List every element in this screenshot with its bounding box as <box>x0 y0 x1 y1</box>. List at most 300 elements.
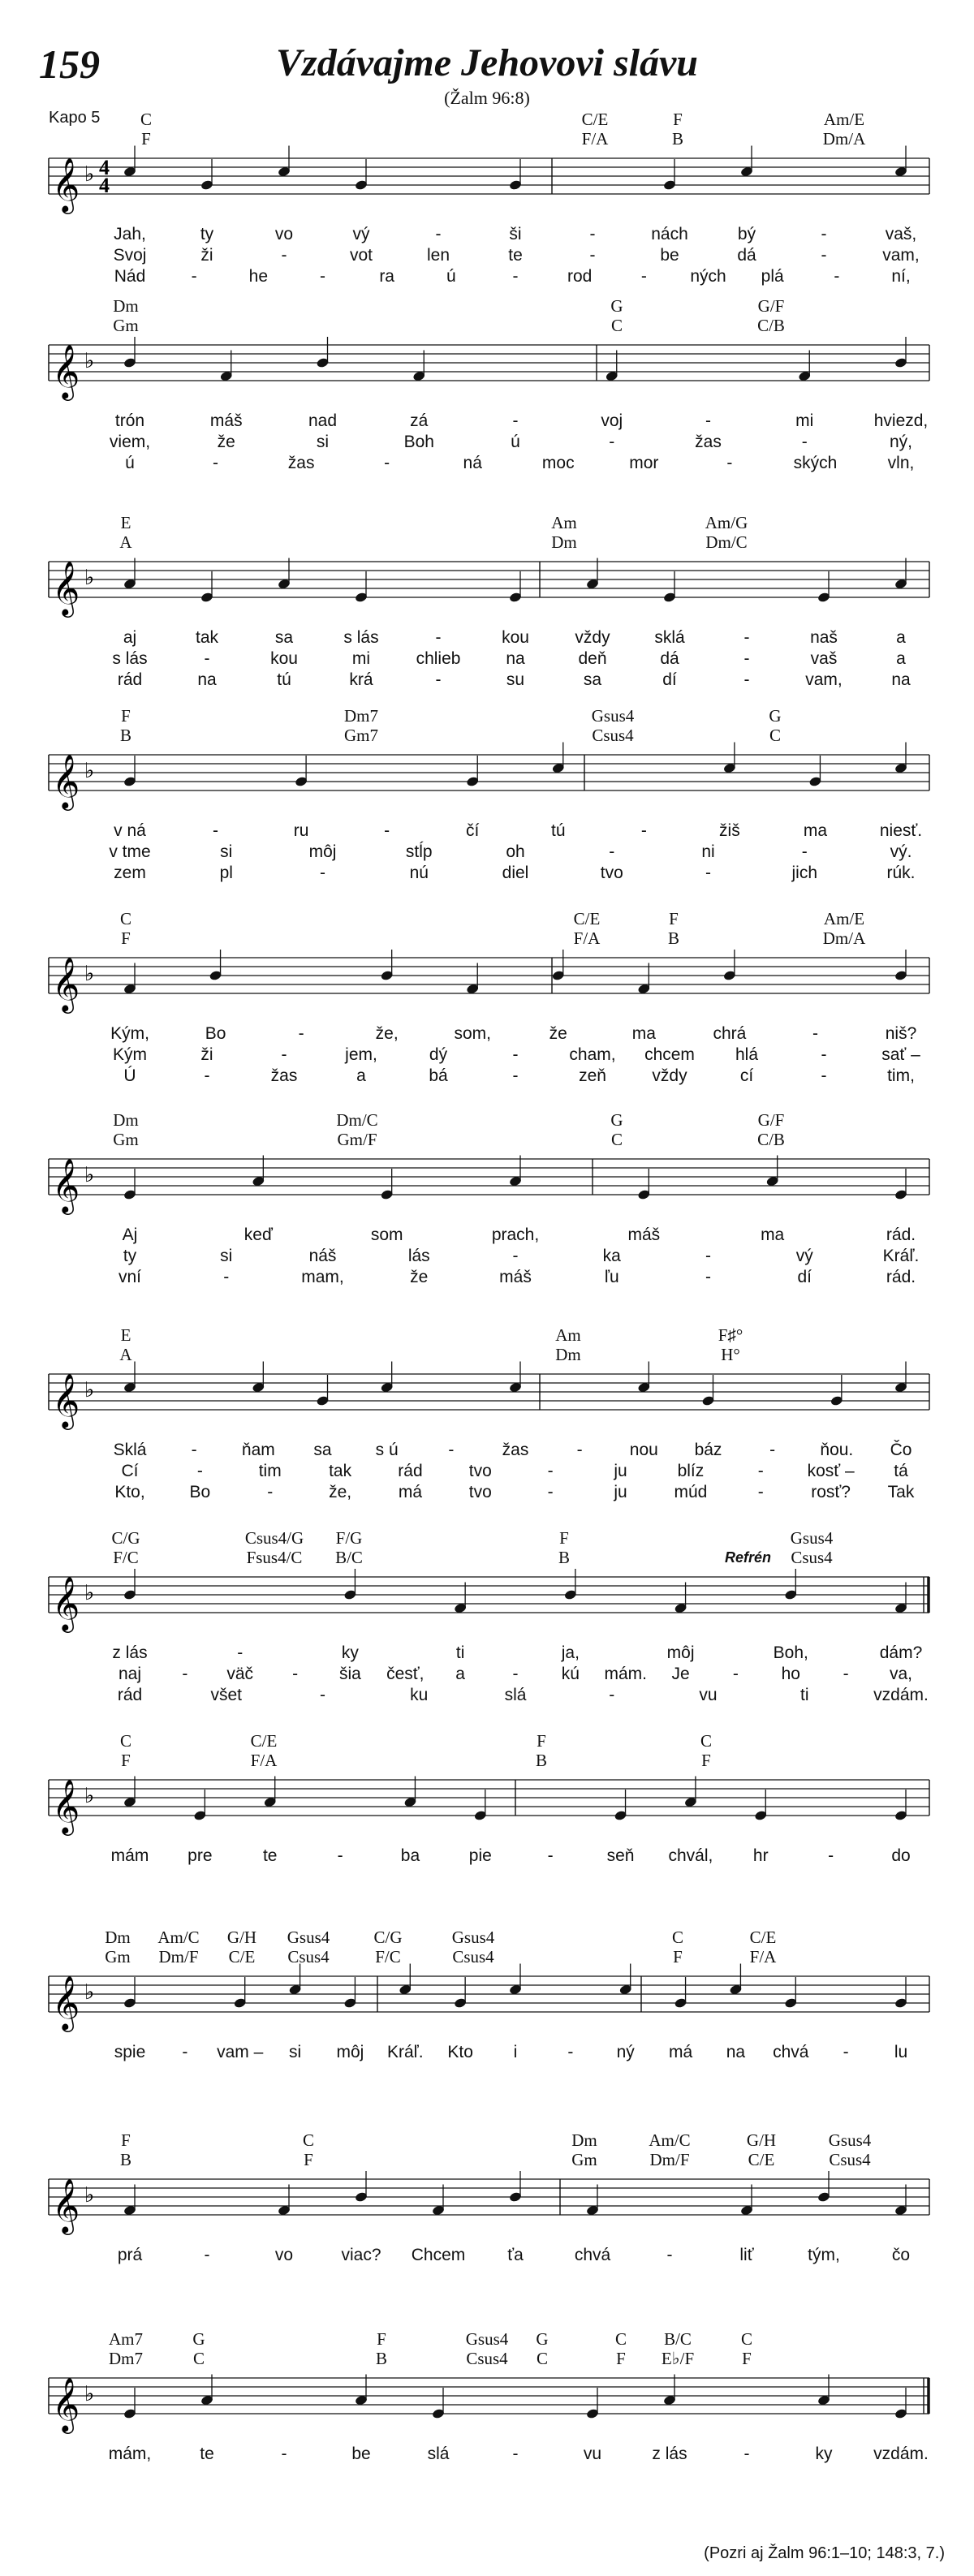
treble-clef: 𝄞 <box>52 956 80 1011</box>
chord-symbol-alt: Csus4 <box>791 1548 833 1567</box>
lyric-syllable: viac? <box>341 2246 381 2264</box>
lyric-syllable: chlieb <box>416 649 461 668</box>
time-signature-bottom: 4 <box>99 174 110 197</box>
lyric-syllable: má <box>398 1483 423 1501</box>
lyric-syllable: Kým <box>113 1045 147 1064</box>
lyric-syllable: liť <box>739 2246 754 2264</box>
lyric-syllable: ži <box>200 1045 213 1064</box>
lyric-syllable: že, <box>329 1483 352 1501</box>
lyric-hyphen: - <box>182 1665 188 1683</box>
chord-symbol: E <box>120 513 131 532</box>
key-signature-flat: ♭ <box>84 759 95 783</box>
lyric-syllable: rád <box>117 1686 143 1704</box>
lyric-syllable: pre <box>187 1846 213 1865</box>
lyric-syllable: te <box>262 1846 278 1865</box>
lyric-hyphen: - <box>812 1024 818 1043</box>
lyric-syllable: rúk. <box>886 864 916 882</box>
lyric-syllable: Ú <box>123 1066 136 1085</box>
chord-symbol-alt: C <box>192 2349 205 2368</box>
lyric-syllable: aj <box>123 628 137 647</box>
lyric-syllable: vu <box>699 1686 718 1704</box>
lyric-syllable: vý <box>352 225 370 243</box>
chord-symbol: F <box>559 1528 569 1548</box>
lyric-syllable: Jah, <box>114 225 146 243</box>
treble-clef: 𝄞 <box>52 1157 80 1213</box>
lyric-syllable: ma <box>803 821 828 840</box>
lyric-syllable: chrá <box>713 1024 747 1043</box>
lyric-syllable: niesť. <box>879 821 923 840</box>
lyric-syllable: deň <box>578 649 607 668</box>
chord-symbol-alt: Csus4 <box>466 2349 508 2368</box>
chord-symbol: Dm7 <box>344 706 378 726</box>
lyric-syllable: Kým, <box>110 1024 149 1043</box>
lyric-syllable: chvá <box>574 2246 611 2264</box>
lyric-syllable: s ú <box>375 1441 399 1459</box>
lyric-syllable: nou <box>629 1441 658 1459</box>
lyric-hyphen: - <box>435 225 442 243</box>
lyric-hyphen: - <box>182 2043 188 2061</box>
lyric-syllable: ňam <box>241 1441 275 1459</box>
chord-symbol-alt: C <box>536 2349 549 2368</box>
lyric-hyphen: - <box>320 267 325 286</box>
chord-symbol-alt: Dm/F <box>158 1947 199 1966</box>
lyric-syllable: ba <box>400 1846 420 1865</box>
chord-symbol-alt: F/A <box>749 1947 777 1966</box>
key-signature-flat: ♭ <box>84 162 95 187</box>
lyric-hyphen: - <box>223 1268 230 1286</box>
lyric-syllable: ských <box>793 454 838 472</box>
lyric-syllable: vu <box>583 2445 602 2463</box>
lyric-syllable: dám? <box>879 1643 923 1662</box>
lyric-hyphen: - <box>435 670 442 689</box>
lyric-syllable: jich <box>791 864 818 882</box>
chord-symbol-alt: B/C <box>335 1548 363 1567</box>
lyric-syllable: ný <box>616 2043 635 2061</box>
chord-symbol: Gsus4 <box>591 706 635 726</box>
lyric-syllable: Je <box>671 1665 690 1683</box>
lyric-syllable: múd <box>674 1483 708 1501</box>
lyric-hyphen: - <box>512 267 519 286</box>
lyric-syllable: va, <box>889 1665 913 1683</box>
lyric-syllable: Kto, <box>114 1483 145 1501</box>
lyric-hyphen: - <box>576 1441 583 1459</box>
lyric-syllable: chvál, <box>668 1846 713 1865</box>
lyric-hyphen: - <box>512 1665 519 1683</box>
lyric-syllable: si <box>288 2043 302 2061</box>
chord-symbol-alt: C <box>769 726 782 745</box>
treble-clef: 𝄞 <box>52 560 80 615</box>
lyric-hyphen: - <box>801 842 808 861</box>
chord-symbol-alt: Gm/F <box>337 1130 377 1149</box>
chord-symbol-alt: B <box>558 1548 571 1567</box>
lyric-syllable: som, <box>454 1024 491 1043</box>
chord-symbol: Am/E <box>823 110 865 129</box>
chord-symbol-alt: B <box>119 2150 132 2169</box>
chord-symbol: G/F <box>757 1110 785 1130</box>
chord-symbol-alt: Gm7 <box>344 726 378 745</box>
song-number: 159 <box>39 41 100 87</box>
lyric-syllable: ťa <box>507 2246 524 2264</box>
lyric-hyphen: - <box>828 1846 834 1865</box>
chord-symbol: Am/C <box>649 2130 691 2150</box>
lyric-syllable: šia <box>338 1665 361 1683</box>
lyric-syllable: vo <box>274 225 294 243</box>
lyric-syllable: tim <box>258 1462 282 1480</box>
lyric-syllable: tvo <box>600 864 623 882</box>
lyric-syllable: Boh <box>403 433 434 451</box>
chord-symbol: Am <box>551 513 577 532</box>
lyric-hyphen: - <box>337 1846 343 1865</box>
lyric-syllable: voj <box>601 411 623 430</box>
lyric-syllable: dí <box>797 1268 812 1286</box>
chord-symbol: Dm <box>571 2130 597 2150</box>
key-signature-flat: ♭ <box>84 1784 95 1808</box>
lyric-syllable: vní <box>118 1268 142 1286</box>
lyric-syllable: a <box>896 628 906 647</box>
chord-symbol: G <box>769 706 782 726</box>
chord-symbol: Gsus4 <box>828 2130 872 2150</box>
lyric-hyphen: - <box>757 1462 764 1480</box>
chord-symbol: Dm <box>105 1928 131 1947</box>
chord-symbol-alt: Dm <box>551 532 577 552</box>
lyric-syllable: nách <box>651 225 688 243</box>
lyric-syllable: ú <box>446 267 456 286</box>
lyric-syllable: zá <box>410 411 429 430</box>
lyric-syllable: blíz <box>677 1462 705 1480</box>
chord-symbol: C/E <box>749 1928 777 1947</box>
lyric-syllable: ho <box>781 1665 800 1683</box>
lyric-syllable: Boh, <box>773 1643 808 1662</box>
chord-symbol-alt: Csus4 <box>452 1947 494 1966</box>
lyric-syllable: môj <box>666 1643 695 1662</box>
lyric-syllable: vý <box>795 1247 813 1265</box>
chord-symbol-alt: B <box>671 129 684 149</box>
chord-symbol: C/G <box>373 1928 403 1947</box>
chord-symbol-alt: B <box>375 2349 388 2368</box>
lyric-syllable: tá <box>894 1462 908 1480</box>
lyric-syllable: bý <box>737 225 756 243</box>
lyric-syllable: Aj <box>122 1226 138 1244</box>
lyric-syllable: ži <box>200 246 213 265</box>
lyric-syllable: su <box>506 670 525 689</box>
chord-symbol-alt: Gm <box>113 316 139 335</box>
lyric-syllable: Sklá <box>113 1441 147 1459</box>
lyric-syllable: čo <box>891 2246 911 2264</box>
lyric-syllable: z lás <box>112 1643 148 1662</box>
lyric-hyphen: - <box>801 433 808 451</box>
lyric-syllable: plá <box>761 267 784 286</box>
lyric-syllable: žiš <box>719 821 740 840</box>
lyric-syllable: dý <box>429 1045 448 1064</box>
chord-symbol-alt: F <box>141 129 151 149</box>
lyric-hyphen: - <box>567 2043 574 2061</box>
chord-symbol: Gsus4 <box>451 1928 495 1947</box>
lyric-hyphen: - <box>732 1665 739 1683</box>
chord-symbol: F/G <box>335 1528 363 1548</box>
chord-symbol-alt: F <box>742 2349 752 2368</box>
lyric-syllable: rád. <box>886 1268 916 1286</box>
lyric-syllable: ty <box>123 1247 137 1265</box>
lyric-syllable: seň <box>606 1846 635 1865</box>
chord-symbol: F <box>377 2329 386 2349</box>
lyric-syllable: tú <box>277 670 291 689</box>
lyric-hyphen: - <box>204 649 210 668</box>
lyric-syllable: na <box>891 670 911 689</box>
lyric-syllable: že <box>549 1024 567 1043</box>
treble-clef: 𝄞 <box>52 1372 80 1428</box>
chord-symbol-alt: Dm/A <box>822 129 866 149</box>
chord-symbol: F <box>121 706 131 726</box>
lyric-hyphen: - <box>448 1441 455 1459</box>
lyric-hyphen: - <box>196 1462 203 1480</box>
treble-clef: 𝄞 <box>52 1975 80 2030</box>
lyric-syllable: žas <box>502 1441 529 1459</box>
lyric-syllable: žas <box>270 1066 298 1085</box>
song-title: Vzdávajme Jehovovi slávu <box>276 41 698 84</box>
lyric-syllable: mi <box>351 649 371 668</box>
chord-symbol: F <box>669 909 679 928</box>
chord-symbol: Am/E <box>823 909 865 928</box>
lyric-hyphen: - <box>821 246 827 265</box>
lyric-syllable: te <box>200 2445 214 2463</box>
chord-symbol-alt: F <box>673 1947 683 1966</box>
chord-symbol-alt: F/C <box>113 1548 139 1567</box>
chord-symbol: Am/G <box>705 513 748 532</box>
chord-symbol-alt: C/B <box>757 316 785 335</box>
song-subtitle: (Žalm 96:8) <box>444 88 530 108</box>
chord-symbol: Am <box>555 1325 581 1345</box>
lyric-syllable: žas <box>287 454 315 472</box>
lyric-syllable: keď <box>244 1226 273 1244</box>
lyric-hyphen: - <box>512 411 519 430</box>
lyric-syllable: si <box>316 433 330 451</box>
lyric-syllable: tak <box>195 628 219 647</box>
lyric-syllable: kosť – <box>807 1462 855 1480</box>
lyric-syllable: slá <box>504 1686 527 1704</box>
chord-symbol-alt: B <box>119 726 132 745</box>
kapo-label: Kapo 5 <box>49 109 101 127</box>
lyric-syllable: rád. <box>886 1226 916 1244</box>
chord-symbol: C/E <box>573 909 601 928</box>
lyric-syllable: ma <box>631 1024 656 1043</box>
footer-reference: (Pozri aj Žalm 96:1–10; 148:3, 7.) <box>704 2544 945 2562</box>
lyric-syllable: chcem <box>644 1045 695 1064</box>
lyric-hyphen: - <box>821 1066 827 1085</box>
chord-symbol-alt: Fsus4/C <box>246 1548 303 1567</box>
chord-symbol: Dm <box>113 296 139 316</box>
lyric-hyphen: - <box>834 267 840 286</box>
chord-symbol-alt: Dm/C <box>705 532 748 552</box>
lyric-syllable: tú <box>551 821 566 840</box>
chord-symbol-alt: C/E <box>228 1947 256 1966</box>
chord-symbol: C <box>119 909 132 928</box>
lyric-syllable: ných <box>690 267 726 286</box>
lyric-syllable: vam, <box>882 246 920 265</box>
lyric-hyphen: - <box>292 1665 299 1683</box>
lyric-syllable: trón <box>114 411 145 430</box>
lyric-syllable: pie <box>468 1846 492 1865</box>
lyric-syllable: dá <box>660 649 679 668</box>
lyric-syllable: rád <box>398 1462 423 1480</box>
lyric-syllable: na <box>197 670 217 689</box>
lyric-syllable: nad <box>308 411 338 430</box>
lyric-syllable: vaš <box>810 649 838 668</box>
lyric-hyphen: - <box>743 628 750 647</box>
chord-symbol: G/F <box>757 296 785 316</box>
lyric-hyphen: - <box>705 1268 711 1286</box>
key-signature-flat: ♭ <box>84 349 95 373</box>
lyric-syllable: nú <box>409 864 429 882</box>
chord-symbol: G <box>536 2329 549 2349</box>
lyric-syllable: vln, <box>887 454 915 472</box>
chord-symbol: G <box>192 2329 205 2349</box>
lyric-hyphen: - <box>589 246 596 265</box>
chord-symbol-alt: F <box>121 1751 131 1770</box>
chord-symbol-alt: F <box>121 928 131 948</box>
chord-symbol-alt: C <box>610 1130 623 1149</box>
lyric-syllable: s lás <box>343 628 379 647</box>
key-signature-flat: ♭ <box>84 1980 95 2005</box>
lyric-syllable: na <box>726 2043 746 2061</box>
lyric-syllable: ši <box>509 225 522 243</box>
treble-clef: 𝄞 <box>52 1575 80 1630</box>
chord-symbol: F♯° <box>718 1325 743 1345</box>
lyric-hyphen: - <box>640 267 647 286</box>
chord-symbol-alt: A <box>119 1345 132 1364</box>
chord-symbol-alt: B <box>535 1751 548 1770</box>
lyric-syllable: Bo <box>205 1024 226 1043</box>
lyric-syllable: dá <box>737 246 756 265</box>
lyric-syllable: hlá <box>735 1045 759 1064</box>
lyric-syllable: ju <box>614 1462 627 1480</box>
lyric-hyphen: - <box>743 649 750 668</box>
lyric-syllable: ky <box>815 2445 833 2463</box>
chord-symbol: Dm <box>113 1110 139 1130</box>
lyric-syllable: mi <box>795 411 814 430</box>
chord-symbol-alt: F <box>304 2150 313 2169</box>
chord-symbol-alt: Csus4 <box>829 2150 871 2169</box>
treble-clef: 𝄞 <box>52 2178 80 2233</box>
lyric-syllable: vaš, <box>885 225 917 243</box>
lyric-syllable: chvá <box>773 2043 809 2061</box>
lyric-hyphen: - <box>512 1066 519 1085</box>
lyric-hyphen: - <box>609 842 615 861</box>
chord-symbol: C/E <box>250 1731 278 1751</box>
lyric-syllable: Bo <box>189 1483 211 1501</box>
lyric-hyphen: - <box>298 1024 304 1043</box>
lyric-syllable: be <box>660 246 679 265</box>
lyric-syllable: ti <box>800 1686 809 1704</box>
lyric-syllable: ja, <box>561 1643 580 1662</box>
lyric-syllable: ma <box>761 1226 785 1244</box>
chord-symbol: Am/C <box>157 1928 200 1947</box>
lyric-syllable: hviezd, <box>873 411 929 430</box>
chord-symbol-alt: F/A <box>250 1751 278 1770</box>
key-signature-flat: ♭ <box>84 962 95 986</box>
lyric-syllable: Chcem <box>411 2246 466 2264</box>
lyric-syllable: rod <box>567 267 593 286</box>
chord-symbol-alt: F <box>701 1751 711 1770</box>
lyric-syllable: ni <box>701 842 715 861</box>
lyric-syllable: že <box>410 1268 429 1286</box>
chord-symbol-alt: F/A <box>581 129 609 149</box>
lyric-syllable: česť, <box>386 1665 425 1683</box>
lyric-hyphen: - <box>281 1045 287 1064</box>
lyric-syllable: Cí <box>121 1462 139 1480</box>
lyric-syllable: na <box>506 649 525 668</box>
lyric-syllable: prach, <box>491 1226 540 1244</box>
lyric-hyphen: - <box>705 1247 711 1265</box>
lyric-syllable: be <box>351 2445 371 2463</box>
chord-symbol-alt: Dm <box>555 1345 581 1364</box>
chord-symbol: Am7 <box>109 2329 143 2349</box>
lyric-syllable: sa <box>274 628 294 647</box>
chord-symbol-alt: Dm7 <box>109 2349 143 2368</box>
lyric-syllable: ru <box>293 821 309 840</box>
lyric-syllable: všet <box>210 1686 243 1704</box>
treble-clef: 𝄞 <box>52 157 80 212</box>
chord-symbol-alt: F/A <box>573 928 601 948</box>
lyric-syllable: kou <box>502 628 529 647</box>
lyric-syllable: vo <box>274 2246 294 2264</box>
lyric-syllable: kou <box>270 649 298 668</box>
lyric-hyphen: - <box>191 1441 197 1459</box>
chord-symbol: G <box>610 1110 623 1130</box>
lyric-hyphen: - <box>320 864 325 882</box>
key-signature-flat: ♭ <box>84 1378 95 1402</box>
lyric-syllable: lu <box>894 2043 908 2061</box>
lyric-syllable: ku <box>410 1686 429 1704</box>
lyric-syllable: že <box>217 433 235 451</box>
lyric-syllable: čí <box>466 821 480 840</box>
lyric-syllable: rád <box>117 670 143 689</box>
lyric-syllable: náš <box>308 1247 337 1265</box>
key-signature-flat: ♭ <box>84 2382 95 2406</box>
lyric-syllable: sa <box>313 1441 332 1459</box>
lyric-syllable: prá <box>117 2246 143 2264</box>
lyric-syllable: máš <box>627 1226 661 1244</box>
chord-symbol: G/H <box>226 1928 257 1947</box>
lyric-hyphen: - <box>547 1483 554 1501</box>
lyric-syllable: zem <box>114 864 146 882</box>
lyric-syllable: ky <box>341 1643 359 1662</box>
lyric-syllable: cham, <box>569 1045 616 1064</box>
chord-symbol: E <box>120 1325 131 1345</box>
lyric-syllable: viem, <box>109 433 151 451</box>
lyric-hyphen: - <box>705 864 711 882</box>
lyric-syllable: ti <box>455 1643 465 1662</box>
lyric-syllable: väč <box>226 1665 254 1683</box>
lyric-syllable: len <box>426 246 450 265</box>
lyric-hyphen: - <box>204 1066 210 1085</box>
lyric-syllable: mám <box>110 1846 149 1865</box>
lyric-syllable: vam – <box>217 2043 264 2061</box>
lyric-syllable: vzdám. <box>873 1686 929 1704</box>
lyric-syllable: mám. <box>604 1665 647 1683</box>
lyric-syllable: do <box>891 1846 911 1865</box>
treble-clef: 𝄞 <box>52 343 80 398</box>
lyric-hyphen: - <box>547 1846 554 1865</box>
chord-symbol: C <box>671 1928 684 1947</box>
lyric-hyphen: - <box>384 821 390 840</box>
lyric-syllable: ú <box>125 454 135 472</box>
lyric-hyphen: - <box>384 454 390 472</box>
lyric-syllable: v ná <box>114 821 146 840</box>
lyric-hyphen: - <box>191 267 197 286</box>
chord-symbol-alt: C/B <box>757 1130 785 1149</box>
chord-symbol: G/H <box>746 2130 777 2150</box>
lyric-hyphen: - <box>640 821 647 840</box>
